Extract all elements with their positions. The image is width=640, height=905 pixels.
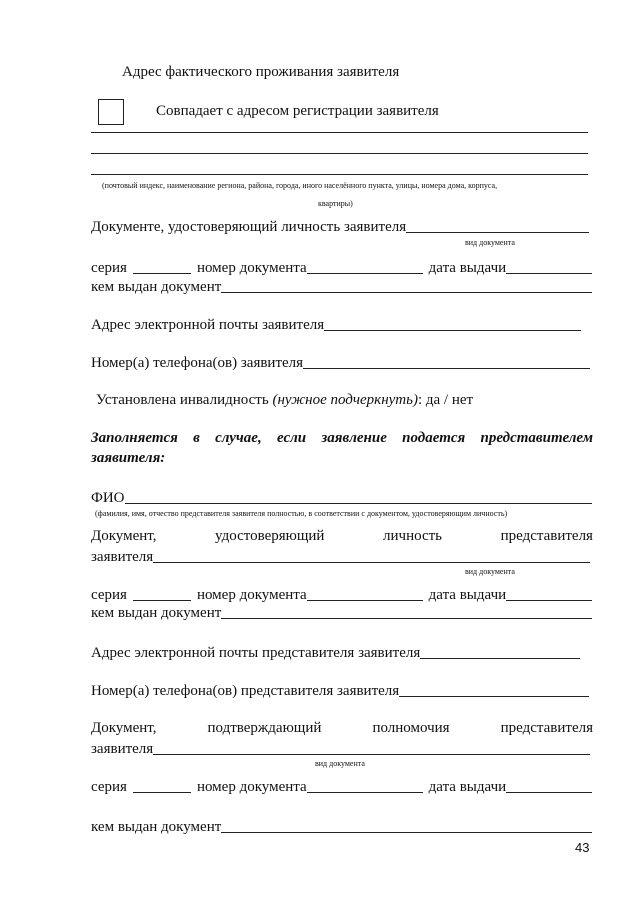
applicant-phone-row [91, 353, 590, 372]
authority-doc-type-hint: вид документа [315, 759, 365, 768]
applicant-document-row [91, 217, 589, 236]
applicant-series-field[interactable] [133, 258, 191, 274]
authority-number-label: номер документа [196, 779, 307, 795]
representative-issued-by-label: кем выдан документ [91, 605, 222, 621]
representative-document-line1 [91, 528, 593, 545]
applicant-phone-label: Номер(а) телефона(ов) заявителя [91, 355, 304, 371]
representative-phone-row [91, 681, 589, 700]
authority-issued-by-field[interactable] [221, 817, 592, 833]
representative-doc-type-hint: вид документа [465, 567, 515, 576]
heading-word: заявление [321, 430, 387, 446]
representative-heading-line2: заявителя: [91, 450, 166, 466]
applicant-series-row [91, 258, 592, 277]
heading-word: представителем [480, 430, 593, 446]
applicant-number-field[interactable] [307, 258, 423, 274]
authority-series-row [91, 777, 592, 796]
representative-document-field[interactable] [153, 547, 590, 563]
same-address-checkbox[interactable] [98, 99, 124, 125]
representative-heading [91, 430, 593, 447]
representative-fio-row [91, 488, 592, 507]
address-hint: (почтовый индекс, наименование региона, района, города, иного населённого пункта, улицы, номера дома, корпуса, [102, 181, 498, 190]
heading-word: Заполняется [91, 430, 178, 446]
authority-series-label: серия [91, 779, 127, 795]
representative-number-label: номер документа [196, 587, 307, 603]
address-line-2[interactable] [91, 153, 588, 154]
disability-line [96, 392, 473, 409]
applicant-document-field[interactable] [406, 217, 589, 233]
applicant-issue-date-label: дата выдачи [428, 260, 507, 276]
applicant-series-label: серия [91, 260, 127, 276]
authority-issued-by-row [91, 817, 592, 836]
heading-word: в [193, 430, 200, 446]
address-line-1[interactable] [91, 132, 588, 133]
applicant-phone-field[interactable] [303, 353, 590, 369]
address-hint-2: квартиры) [318, 199, 353, 208]
authority-word: представителя [500, 720, 593, 736]
applicant-issued-by-row [91, 277, 592, 296]
authority-word: подтверждающий [207, 720, 322, 736]
authority-document-field[interactable] [153, 739, 590, 755]
doc-word: представителя [500, 528, 593, 544]
applicant-document-label: Документе, удостоверяющий личность заявителя [91, 219, 407, 235]
authority-issue-date-label: дата выдачи [428, 779, 507, 795]
page-number: 43 [575, 840, 590, 855]
authority-issue-date-field[interactable] [506, 777, 592, 793]
authority-word: полномочия [372, 720, 450, 736]
authority-series-field[interactable] [133, 777, 191, 793]
heading-word: если [276, 430, 307, 446]
applicant-issued-by-label: кем выдан документ [91, 279, 222, 295]
representative-fio-field[interactable] [125, 488, 592, 504]
representative-fio-hint: (фамилия, имя, отчество представителя заявителя полностью, в соответствии с документом, удостоверяющим личность) [95, 509, 508, 518]
representative-issue-date-label: дата выдачи [428, 587, 507, 603]
residence-title: Адрес фактического проживания заявителя [122, 64, 400, 80]
representative-email-field[interactable] [420, 643, 580, 659]
representative-number-field[interactable] [307, 585, 423, 601]
applicant-doc-type-hint: вид документа [465, 238, 515, 247]
representative-phone-label: Номер(а) телефона(ов) представителя заявителя [91, 683, 400, 699]
heading-word: подается [402, 430, 466, 446]
disability-options[interactable]: : да / нет [417, 392, 474, 408]
representative-email-row [91, 643, 580, 662]
authority-document-line1 [91, 720, 593, 737]
authority-document-row [91, 739, 590, 758]
authority-document-line2: заявителя [91, 741, 154, 757]
representative-series-label: серия [91, 587, 127, 603]
representative-phone-field[interactable] [399, 681, 589, 697]
address-line-3[interactable] [91, 174, 588, 175]
representative-issued-by-field[interactable] [221, 603, 592, 619]
doc-word: удостоверяющий [215, 528, 325, 544]
representative-series-row [91, 585, 592, 604]
representative-issue-date-field[interactable] [506, 585, 592, 601]
representative-email-label: Адрес электронной почты представителя заявителя [91, 645, 421, 661]
disability-hint: (нужное подчеркнуть) [272, 392, 418, 408]
authority-issued-by-label: кем выдан документ [91, 819, 222, 835]
same-address-label: Совпадает с адресом регистрации заявителя [156, 103, 439, 119]
applicant-issued-by-field[interactable] [221, 277, 592, 293]
representative-document-line2: заявителя [91, 549, 154, 565]
authority-number-field[interactable] [307, 777, 423, 793]
applicant-issue-date-field[interactable] [506, 258, 592, 274]
applicant-email-label: Адрес электронной почты заявителя [91, 317, 325, 333]
doc-word: личность [383, 528, 443, 544]
applicant-number-label: номер документа [196, 260, 307, 276]
representative-issued-by-row [91, 603, 592, 622]
applicant-email-field[interactable] [324, 315, 581, 331]
representative-document-row [91, 547, 590, 566]
applicant-email-row [91, 315, 581, 334]
representative-fio-label: ФИО [91, 490, 125, 506]
representative-series-field[interactable] [133, 585, 191, 601]
authority-word: Документ, [91, 720, 157, 736]
disability-label: Установлена инвалидность [96, 392, 269, 408]
doc-word: Документ, [91, 528, 157, 544]
heading-word: случае, [215, 430, 262, 446]
